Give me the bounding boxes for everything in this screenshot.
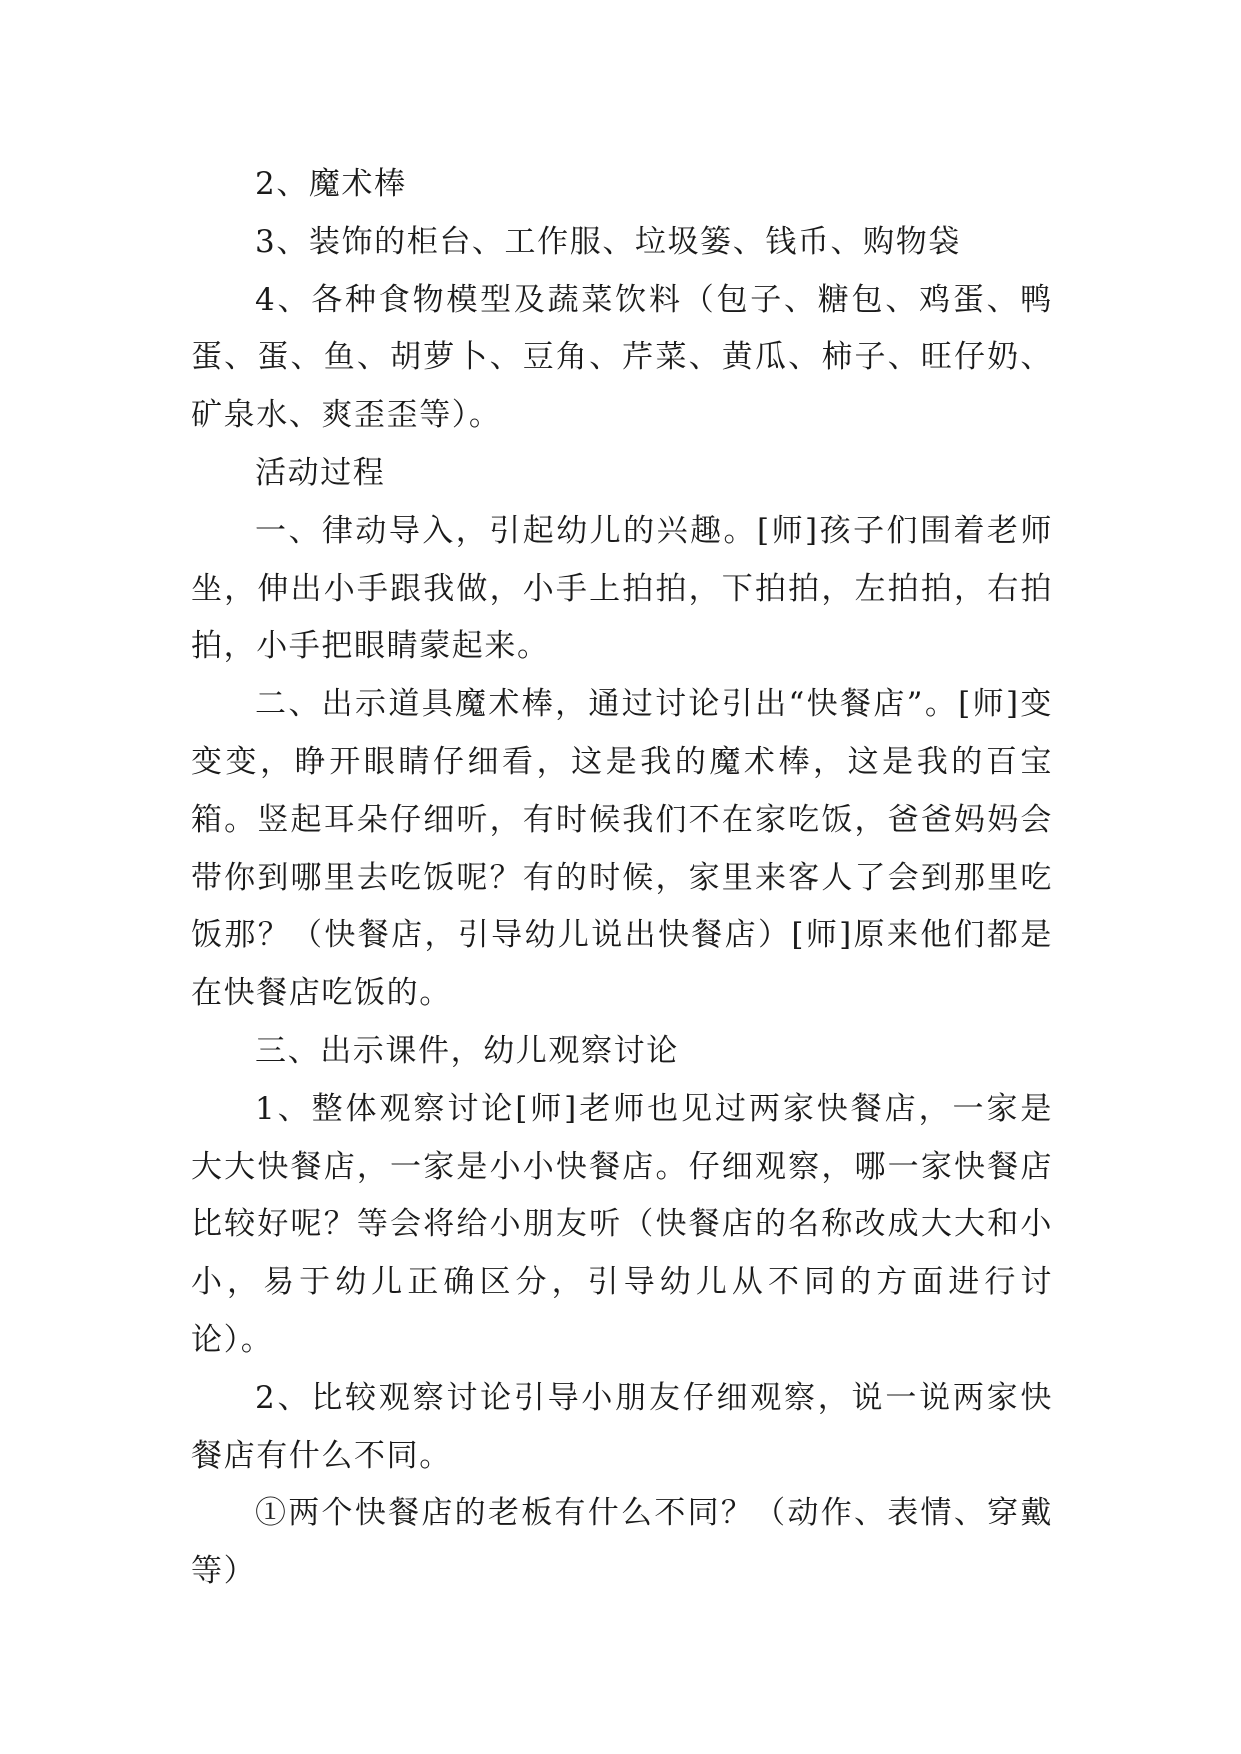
section-heading-activity-process: 活动过程: [255, 454, 386, 491]
paragraph-boss-difference: ①两个快餐店的老板有什么不同？（动作、表情、穿戴等）: [191, 1495, 1053, 1590]
paragraph-step-3-courseware: 三、出示课件，幼儿观察讨论: [255, 1032, 679, 1069]
paragraph-item-2-wand: 2、魔术棒: [255, 166, 407, 202]
paragraph-comparative-observation: 2、比较观察讨论引导小朋友仔细观察，说一说两家快餐店有什么不同。: [191, 1379, 1053, 1474]
paragraph-item-4-food-models: 4、各种食物模型及蔬菜饮料（包子、糖包、鸡蛋、鸭蛋、蛋、鱼、胡萝卜、豆角、芹菜、黄瓜、柿子、旺仔奶、矿泉水、爽歪歪等）。: [191, 281, 1053, 434]
paragraph-overall-observation: 1、整体观察讨论[师]老师也见过两家快餐店，一家是大大快餐店，一家是小小快餐店。仔细观察，哪一家快餐店比较好呢？等会将给小朋友听（快餐店的名称改成大大和小小，易于幼儿正确区分，引导幼儿从不同的方面进行讨论）。: [191, 1090, 1053, 1358]
document-body: [191, 156, 1053, 1601]
paragraph-item-3-props: 3、装饰的柜台、工作服、垃圾篓、钱币、购物袋: [255, 223, 961, 260]
paragraph-step-2-magic-wand: 二、出示道具魔术棒，通过讨论引出“快餐店”。[师]变变变，睁开眼睛仔细看，这是我的魔术棒，这是我的百宝箱。竖起耳朵仔细听，有时候我们不在家吃饭，爸爸妈妈会带你到哪里去吃饭呢？有的时候，家里来客人了会到那里吃饭那？（快餐店，引导幼儿说出快餐店）[师]原来他们都是在快餐店吃饭的。: [191, 686, 1053, 1012]
paragraph-step-1-rhythm-intro: 一、律动导入，引起幼儿的兴趣。[师]孩子们围着老师坐，伸出小手跟我做，小手上拍拍，下拍拍，左拍拍，右拍拍，小手把眼睛蒙起来。: [191, 512, 1053, 665]
